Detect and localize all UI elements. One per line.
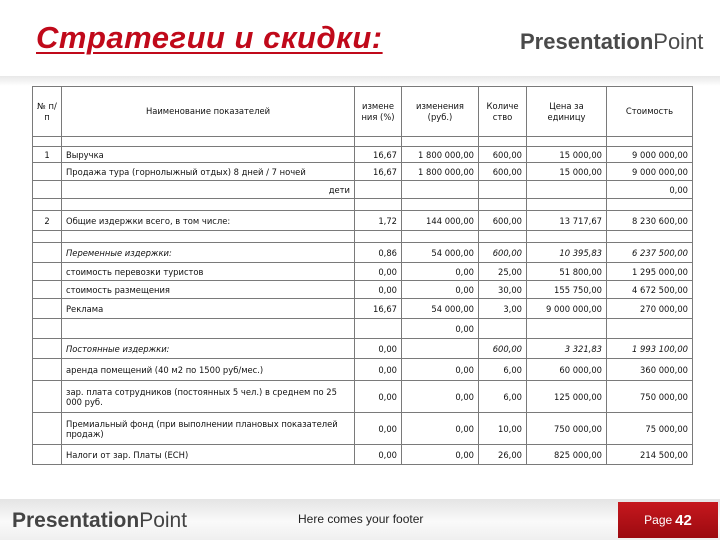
slide-title: Стратегии и скидки: [36,20,383,55]
page-number: 42 [675,511,692,529]
cell-price [527,181,607,199]
table-row [33,147,693,163]
header-no: № п/п [33,87,62,137]
cell-qty: 600,00 [479,211,527,231]
table-row [33,263,693,281]
table-row [33,381,693,413]
table-row [33,281,693,299]
spacer-row [33,137,693,147]
cell-cost: 9 000 000,00 [607,147,693,163]
cell-cost [607,319,693,339]
cell-pct: 0,86 [355,243,402,263]
cell-no [33,243,62,263]
cell-name: Премиальный фонд (при выполнении плановых показателей продаж) [62,413,355,445]
cell-price: 750 000,00 [527,413,607,445]
table-row [33,339,693,359]
cell-rub: 0,00 [402,413,479,445]
table-row [33,319,693,339]
cell-no [33,445,62,465]
table-row [33,243,693,263]
cell-qty [479,319,527,339]
cell-qty: 6,00 [479,381,527,413]
cell-qty: 600,00 [479,339,527,359]
spacer-row [33,231,693,243]
cell-price: 3 321,83 [527,339,607,359]
cell-no [33,381,62,413]
cell-qty: 6,00 [479,359,527,381]
table-row [33,211,693,231]
strategy-discount-table [32,86,693,465]
cell-qty: 3,00 [479,299,527,319]
cell-cost: 270 000,00 [607,299,693,319]
cell-pct: 0,00 [355,381,402,413]
table-row [33,445,693,465]
cell-cost: 8 230 600,00 [607,211,693,231]
cell-price: 825 000,00 [527,445,607,465]
cell-cost: 4 672 500,00 [607,281,693,299]
cell-price: 125 000,00 [527,381,607,413]
cell-name: Продажа тура (горнолыжный отдых) 8 дней / 7 ночей [62,163,355,181]
table-row [33,359,693,381]
table-row [33,163,693,181]
cell-pct: 16,67 [355,299,402,319]
cell-no [33,359,62,381]
cell-rub: 0,00 [402,281,479,299]
cell-name: Выручка [62,147,355,163]
cell-qty: 26,00 [479,445,527,465]
cell-price: 9 000 000,00 [527,299,607,319]
footer-text: Here comes your footer [298,512,424,526]
cell-no [33,181,62,199]
spacer-row [33,199,693,211]
cell-price: 155 750,00 [527,281,607,299]
cell-cost: 0,00 [607,181,693,199]
table-row [33,181,693,199]
cell-no [33,319,62,339]
cell-pct: 0,00 [355,339,402,359]
cell-name: Налоги от зар. Платы (ЕСН) [62,445,355,465]
cell-cost: 214 500,00 [607,445,693,465]
cell-qty: 10,00 [479,413,527,445]
cell-pct: 0,00 [355,281,402,299]
cell-name: зар. плата сотрудников (постоянных 5 чел.) в среднем по 25 000 руб. [62,381,355,413]
cell-pct: 16,67 [355,163,402,181]
table-row [33,299,693,319]
header-unit-price: Цена за единицу [527,87,607,137]
cell-cost: 9 000 000,00 [607,163,693,181]
logo-part2: Point [653,29,704,54]
footer-logo [12,509,187,533]
cell-name: Общие издержки всего, в том числе: [62,211,355,231]
cell-qty: 600,00 [479,147,527,163]
cell-cost: 360 000,00 [607,359,693,381]
cell-rub: 0,00 [402,263,479,281]
cell-rub: 1 800 000,00 [402,163,479,181]
cell-rub: 54 000,00 [402,243,479,263]
cell-rub [402,181,479,199]
header-change-pct: измене ния (%) [355,87,402,137]
header-cost: Стоимость [607,87,693,137]
cell-rub: 1 800 000,00 [402,147,479,163]
cell-rub: 0,00 [402,319,479,339]
cell-qty: 30,00 [479,281,527,299]
cell-price: 10 395,83 [527,243,607,263]
cell-pct: 0,00 [355,359,402,381]
cell-cost: 75 000,00 [607,413,693,445]
cell-name [62,319,355,339]
cell-cost: 1 295 000,00 [607,263,693,281]
cell-pct: 16,67 [355,147,402,163]
cell-qty: 600,00 [479,163,527,181]
footer-logo-part2: Point [139,509,188,532]
cell-no [33,299,62,319]
cell-price: 51 800,00 [527,263,607,281]
cell-pct: 1,72 [355,211,402,231]
cell-name: Реклама [62,299,355,319]
cell-no [33,263,62,281]
table-row [33,413,693,445]
cell-name: стоимость перевозки туристов [62,263,355,281]
cell-qty: 25,00 [479,263,527,281]
cell-cost: 6 237 500,00 [607,243,693,263]
cell-pct: 0,00 [355,445,402,465]
cell-rub: 144 000,00 [402,211,479,231]
cell-price: 60 000,00 [527,359,607,381]
cell-pct: 0,00 [355,413,402,445]
cell-price [527,319,607,339]
cell-no [33,281,62,299]
cell-name: дети [62,181,355,199]
cell-pct [355,319,402,339]
footer-logo-part1: Presentation [12,509,140,532]
cell-rub: 54 000,00 [402,299,479,319]
cell-name: аренда помещений (40 м2 по 1500 руб/мес.) [62,359,355,381]
cell-name: стоимость размещения [62,281,355,299]
logo-part1: Presentation [520,29,654,54]
cell-qty [479,181,527,199]
cell-pct: 0,00 [355,263,402,281]
header-name: Наименование показателей [62,87,355,137]
cell-qty: 600,00 [479,243,527,263]
cell-price: 15 000,00 [527,163,607,181]
cell-pct [355,181,402,199]
page-number-box [618,502,718,538]
cell-name: Переменные издержки: [62,243,355,263]
table-header-row [33,87,693,137]
cell-no [33,413,62,445]
cell-no: 2 [33,211,62,231]
brand-logo [520,29,703,55]
cell-rub [402,339,479,359]
cell-rub: 0,00 [402,381,479,413]
cell-no: 1 [33,147,62,163]
cell-rub: 0,00 [402,445,479,465]
cell-no [33,339,62,359]
cell-cost: 750 000,00 [607,381,693,413]
cell-rub: 0,00 [402,359,479,381]
header-qty: Количе ство [479,87,527,137]
cell-no [33,163,62,181]
page-label: Page [644,513,673,527]
cell-cost: 1 993 100,00 [607,339,693,359]
cell-name: Постоянные издержки: [62,339,355,359]
cell-price: 13 717,67 [527,211,607,231]
header-divider [0,76,720,86]
cell-price: 15 000,00 [527,147,607,163]
header-change-rub: изменения (руб.) [402,87,479,137]
